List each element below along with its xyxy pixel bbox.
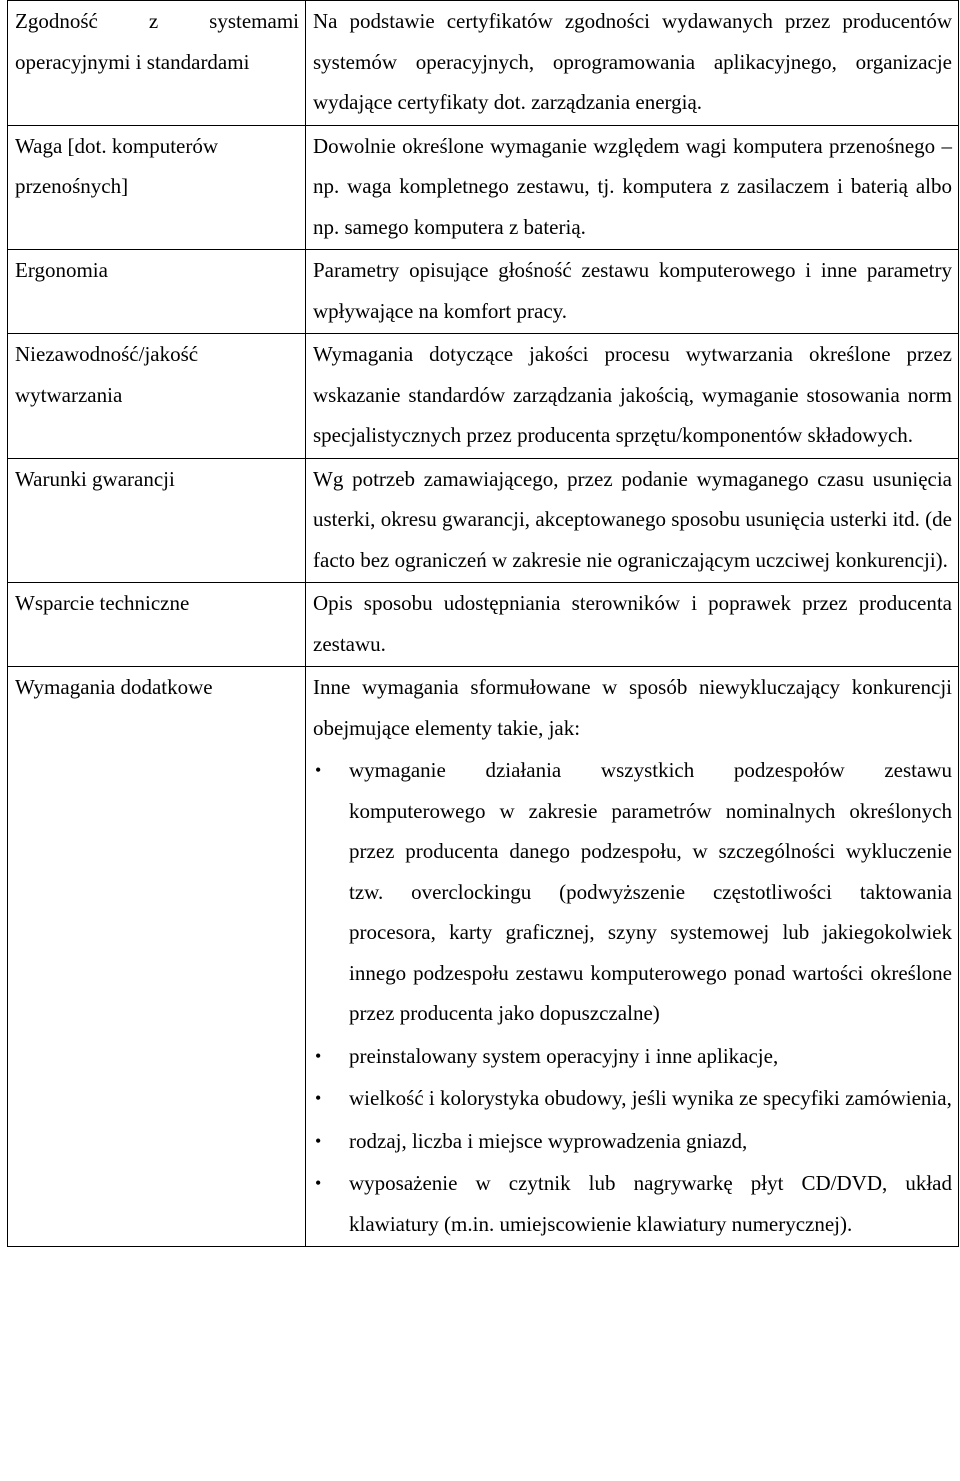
row-description-cell	[306, 667, 959, 1247]
bullet-icon: •	[315, 760, 322, 780]
list-item	[313, 750, 952, 1034]
bullet-list	[313, 750, 952, 1244]
table-row	[8, 458, 959, 583]
list-item-text: wielkość i kolorystyka obudowy, jeśli wynika ze specyfiki zamówienia,	[349, 1086, 952, 1110]
table-row	[8, 583, 959, 667]
row-description: Wymagania dotyczące jakości procesu wytwarzania określone przez wskazanie standardów zarządzania jakością, wymaganie stosowania norm specjalistycznych przez producenta sprzętu/komponentów składowych.	[306, 334, 959, 459]
list-item	[313, 1163, 952, 1244]
row-label: Warunki gwarancji	[8, 458, 306, 583]
row-label: Wymagania dodatkowe	[8, 667, 306, 1247]
list-item-text: preinstalowany system operacyjny i inne aplikacje,	[349, 1043, 779, 1068]
bullet-icon: •	[315, 1173, 322, 1193]
row-description: Opis sposobu udostępniania sterowników i poprawek przez producenta zestawu.	[306, 583, 959, 667]
row-label: Wsparcie techniczne	[8, 583, 306, 667]
table-row	[8, 667, 959, 1247]
list-item-text: wymaganie działania wszystkich podzespołów zestawu komputerowego w zakresie parametrów nominalnych określonych przez producenta danego podzespołu, w szczególności wykluczenie tzw. overclockingu (podwyższenie częstotliwości taktowania procesora, karty graficznej, szyny systemowej lub jakiegokolwiek innego podzespołu zestawu komputerowego ponad wartości określone przez producenta jako dopuszczalne)	[349, 758, 952, 1025]
bullet-icon: •	[315, 1088, 322, 1108]
list-item	[313, 1078, 952, 1119]
row-label: Waga [dot. komputerów przenośnych]	[8, 125, 306, 250]
list-item	[313, 1036, 952, 1077]
row-label: Zgodność z systemami operacyjnymi i standardami	[8, 1, 306, 126]
bullet-icon: •	[315, 1130, 322, 1151]
row-description: Inne wymagania sformułowane w sposób niewykluczający konkurencji obejmujące elementy takie, jak:	[313, 675, 952, 740]
row-label: Ergonomia	[8, 250, 306, 334]
row-description: Parametry opisujące głośność zestawu komputerowego i inne parametry wpływające na komfort pracy.	[306, 250, 959, 334]
table-row	[8, 250, 959, 334]
table-row	[8, 125, 959, 250]
table-row	[8, 1, 959, 126]
bullet-icon: •	[315, 1045, 322, 1066]
list-item-text: rodzaj, liczba i miejsce wyprowadzenia gniazd,	[349, 1128, 748, 1153]
list-item	[313, 1121, 952, 1162]
list-item-text: wyposażenie w czytnik lub nagrywarkę płyt CD/DVD, układ klawiatury (m.in. umiejscowienie klawiatury numerycznej).	[349, 1171, 952, 1236]
row-description: Wg potrzeb zamawiającego, przez podanie wymaganego czasu usunięcia usterki, okresu gwarancji, akceptowanego sposobu usunięcia usterki itd. (de facto bez ograniczeń w zakresie nie ograniczającym uczciwej konkurencji).	[306, 458, 959, 583]
row-description: Dowolnie określone wymaganie względem wagi komputera przenośnego – np. waga kompletnego zestawu, tj. komputera z zasilaczem i baterią albo np. samego komputera z baterią.	[306, 125, 959, 250]
table-row	[8, 334, 959, 459]
requirements-table	[7, 0, 959, 1247]
row-description: Na podstawie certyfikatów zgodności wydawanych przez producentów systemów operacyjnych, oprogramowania aplikacyjnego, organizacje wydające certyfikaty dot. zarządzania energią.	[306, 1, 959, 126]
row-label: Niezawodność/jakość wytwarzania	[8, 334, 306, 459]
